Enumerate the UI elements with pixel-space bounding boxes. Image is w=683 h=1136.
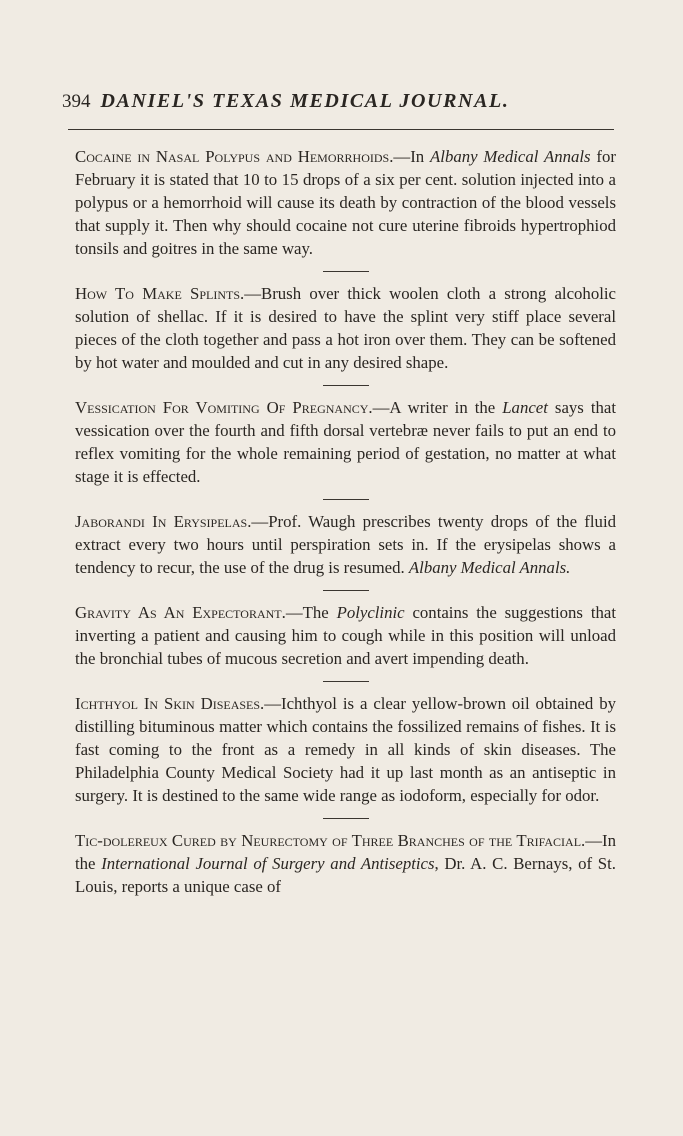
article-citation: Lancet <box>502 398 548 417</box>
section-divider <box>323 385 369 386</box>
article-text: —Brush over thick woolen cloth a strong alcoholic solution of shellac. If it is desired to have the splint very stiff place several pieces of the cloth together and pass a hot iron over them. They can be softened by hot water and moulded and cut in any desired shape. <box>75 284 616 372</box>
running-header <box>62 90 622 113</box>
article-title: Gravity As An Expectorant. <box>75 603 286 622</box>
article-ichthyol <box>75 692 616 807</box>
page-number: 394 <box>62 91 91 112</box>
article-text: —Prof. Waugh prescribes twenty drops of the fluid extract every two hours until perspiration sets in. If the erysipelas shows a tendency to recur, the use of the drug is resumed. <box>75 512 616 577</box>
header-rule <box>68 129 614 130</box>
article-text: contains the suggestions that inverting a patient and causing him to cough while in this position will unload the bronchial tubes of mucous secretion and avert impending death. <box>75 603 616 668</box>
article-text: —A writer in the <box>372 398 503 417</box>
article-title: Vessication For Vomiting Of Pregnancy. <box>75 398 373 417</box>
article-splints <box>75 282 616 374</box>
article-column <box>75 145 616 898</box>
article-citation: Albany Medical Annals <box>430 147 591 166</box>
article-citation: Polyclinic <box>336 603 405 622</box>
article-title: How To Make Splints. <box>75 284 245 303</box>
article-jaborandi <box>75 510 616 579</box>
article-text: says that vessication over the fourth and fifth dorsal vertebræ never fails to put an end to reflex vomiting for the whole remaining period of gestation, no matter at what stage it is effected. <box>75 398 616 486</box>
section-divider <box>323 271 369 272</box>
journal-title: DANIEL'S TEXAS MEDICAL JOURNAL. <box>100 90 510 112</box>
article-title: Cocaine in Nasal Polypus and Hemorrhoids. <box>75 147 394 166</box>
article-text: for February it is stated that 10 to 15 drops of a six per cent. solution injected into a polypus or a hemorrhoid will cause its death by contraction of the blood vessels that supply it. Then why should cocaine not cure uterine fibroids hypertrophiod tonsils and goitres in the same way. <box>75 147 617 258</box>
section-divider <box>323 499 369 500</box>
article-title: Tic-dolereux Cured by Neurectomy of Three Branches of the Trifacial. <box>75 831 586 850</box>
article-text: , Dr. A. C. Bernays, of St. Louis, reports a unique case of <box>75 854 616 896</box>
article-text: —The <box>285 603 337 622</box>
article-text: —In the <box>75 831 616 873</box>
section-divider <box>323 818 369 819</box>
article-gravity <box>75 601 616 670</box>
article-tic-dolereux <box>75 829 616 898</box>
section-divider <box>323 590 369 591</box>
article-title: Jaborandi In Erysipelas. <box>75 512 252 531</box>
section-divider <box>323 681 369 682</box>
article-cocaine <box>75 145 616 260</box>
article-citation: Albany Medical Annals. <box>408 558 571 577</box>
article-citation: International Journal of Surgery and Antiseptics <box>101 854 435 873</box>
article-vessication <box>75 396 616 488</box>
article-title: Ichthyol In Skin Diseases. <box>75 694 265 713</box>
article-text: —In <box>393 147 431 166</box>
article-text: —Ichthyol is a clear yellow-brown oil obtained by distilling bituminous matter which contains the fossilized remains of fishes. It is fast coming to the front as a remedy in all kinds of skin diseases. The Philadelphia County Medical Society had it up last month as an antiseptic in surgery. It is destined to the same wide range as iodoform, especially for odor. <box>75 694 616 805</box>
